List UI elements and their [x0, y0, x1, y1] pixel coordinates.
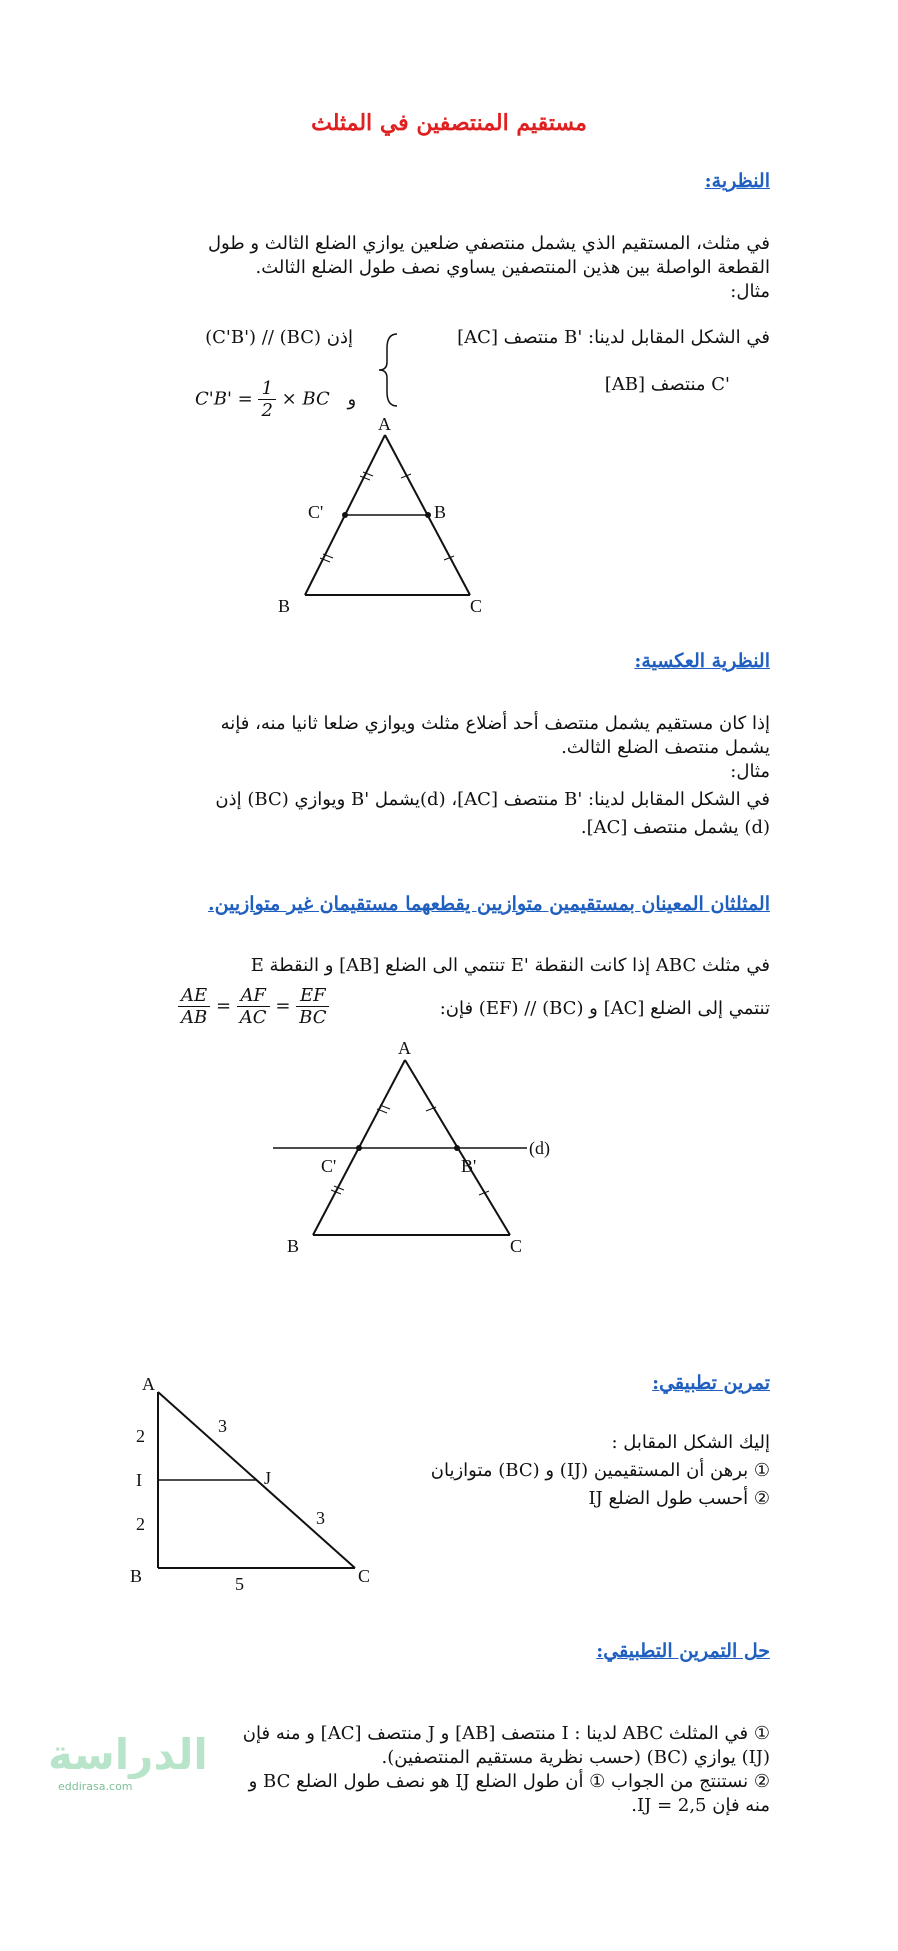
watermark-logo: الدراسة — [48, 1730, 208, 1779]
fig3-length-jc: 3 — [316, 1508, 325, 1528]
page-title: مستقيم المنتصفين في المثلث — [311, 110, 587, 136]
fig2-label-d: (d) — [529, 1138, 550, 1158]
brace-icon — [375, 330, 405, 410]
example-given-2: 'C منتصف [AB] — [604, 374, 730, 395]
fig1-label-c: C — [470, 596, 483, 616]
fig2-label-a: A — [398, 1038, 411, 1058]
exercise-line-3: ② أحسب طول الضلع IJ — [588, 1488, 770, 1509]
watermark-url: eddirasa.com — [58, 1780, 133, 1793]
thales-line-2: تنتمي إلى الضلع [AC] و (BC) // (EF) فإن: — [439, 998, 770, 1019]
theorem-line-1: في مثلث، المستقيم الذي يشمل منتصفي ضلعين يوازي الضلع الثالث و طول — [207, 233, 770, 254]
fig2-label-c: C — [510, 1236, 523, 1256]
fig3-label-c: C — [358, 1566, 371, 1586]
thales-line-1: في مثلث ABC إذا كانت النقطة 'E تنتمي الى الضلع [AB] و النقطة E — [250, 955, 770, 976]
triangle-figure-2 — [265, 1030, 575, 1260]
solution-heading: حل التمرين التطبيقي: — [596, 1640, 770, 1662]
thales-heading: المثلثان المعينان بمستقيمين متوازيين يقطعهما مستقيمان غير متوازيين. — [208, 893, 770, 915]
fig3-label-b: B — [130, 1566, 143, 1586]
half-fraction: $\frac{1}{2}$ — [258, 378, 275, 421]
thales-ratios — [178, 985, 329, 1028]
fig3-label-i: I — [136, 1470, 142, 1490]
theorem-line-2: القطعة الواصلة بين هذين المنتصفين يساوي نصف طول الضلع الثالث. — [255, 257, 770, 278]
solution-line-2: (IJ) يوازي (BC) (حسب نظرية مستقيم المنتصفين). — [381, 1747, 770, 1768]
example-label: مثال: — [730, 281, 770, 302]
theorem-text — [120, 232, 770, 304]
right-triangle-figure — [120, 1370, 390, 1600]
conclusion-parallel: إذن (BC) // ('C'B) — [205, 327, 353, 348]
converse-line-1: إذا كان مستقيم يشمل منتصف أحد أضلاع مثلث ويوازي ضلعا ثانيا منه، فإنه — [220, 713, 770, 734]
fig2-label-b1: B' — [461, 1156, 477, 1176]
fig3-length-ai: 2 — [136, 1426, 145, 1446]
fig3-length-bc: 5 — [235, 1574, 244, 1594]
fig1-label-b: B — [278, 596, 291, 616]
conclusion-and: و — [347, 388, 357, 410]
theorem-heading: النظرية: — [704, 170, 770, 192]
exercise-line-2: ① برهن أن المستقيمين (IJ) و (BC) متوازيان — [430, 1460, 770, 1481]
fig1-label-b1: B — [434, 502, 447, 522]
fig2-label-c1: C' — [321, 1156, 337, 1176]
exercise-heading: تمرين تطبيقي: — [652, 1372, 770, 1394]
conclusion-lhs: C'B' = — [195, 388, 253, 410]
solution-line-4: منه فإن IJ = 2,5. — [631, 1795, 770, 1816]
equals-sign-1: = — [215, 995, 232, 1017]
converse-heading: النظرية العكسية: — [634, 650, 770, 672]
fig2-label-b: B — [287, 1236, 300, 1256]
fig3-label-j: J — [264, 1468, 272, 1488]
converse-line-3: في الشكل المقابل لدينا: 'B منتصف [AC]، (d)يشمل 'B ويوازي (BC) إذن — [215, 789, 770, 810]
converse-line-4: (d) يشمل منتصف [AC]. — [580, 817, 770, 838]
equals-sign-2: = — [275, 995, 291, 1017]
fig3-label-a: A — [142, 1374, 155, 1394]
fig3-length-ib: 2 — [136, 1514, 145, 1534]
converse-example-label: مثال: — [730, 761, 770, 782]
ratio-af-ac: $\frac{AF}{AC}$ — [237, 985, 270, 1028]
converse-line-2: يشمل منتصف الضلع الثالث. — [561, 737, 770, 758]
fig1-label-a: A — [378, 414, 391, 434]
example-given-1: في الشكل المقابل لدينا: 'B منتصف [AC] — [457, 327, 770, 348]
fig1-label-c1: C' — [308, 502, 324, 522]
ratio-ae-ab: $\frac{AE}{AB}$ — [178, 985, 210, 1028]
ratio-ef-bc: $\frac{EF}{BC}$ — [296, 985, 329, 1028]
solution-text — [120, 1722, 770, 1818]
converse-text — [120, 712, 770, 840]
solution-line-3: ② نستنتج من الجواب ① أن طول الضلع IJ هو نصف طول الضلع BC و — [248, 1771, 770, 1792]
exercise-line-1: إليك الشكل المقابل : — [611, 1432, 770, 1453]
fig3-length-aj: 3 — [218, 1416, 227, 1436]
triangle-figure-1 — [270, 410, 500, 630]
conclusion-rhs: × BC — [281, 388, 330, 410]
solution-line-1: ① في المثلث ABC لدينا : I منتصف [AB] و J منتصف [AC] و منه فإن — [242, 1723, 770, 1744]
